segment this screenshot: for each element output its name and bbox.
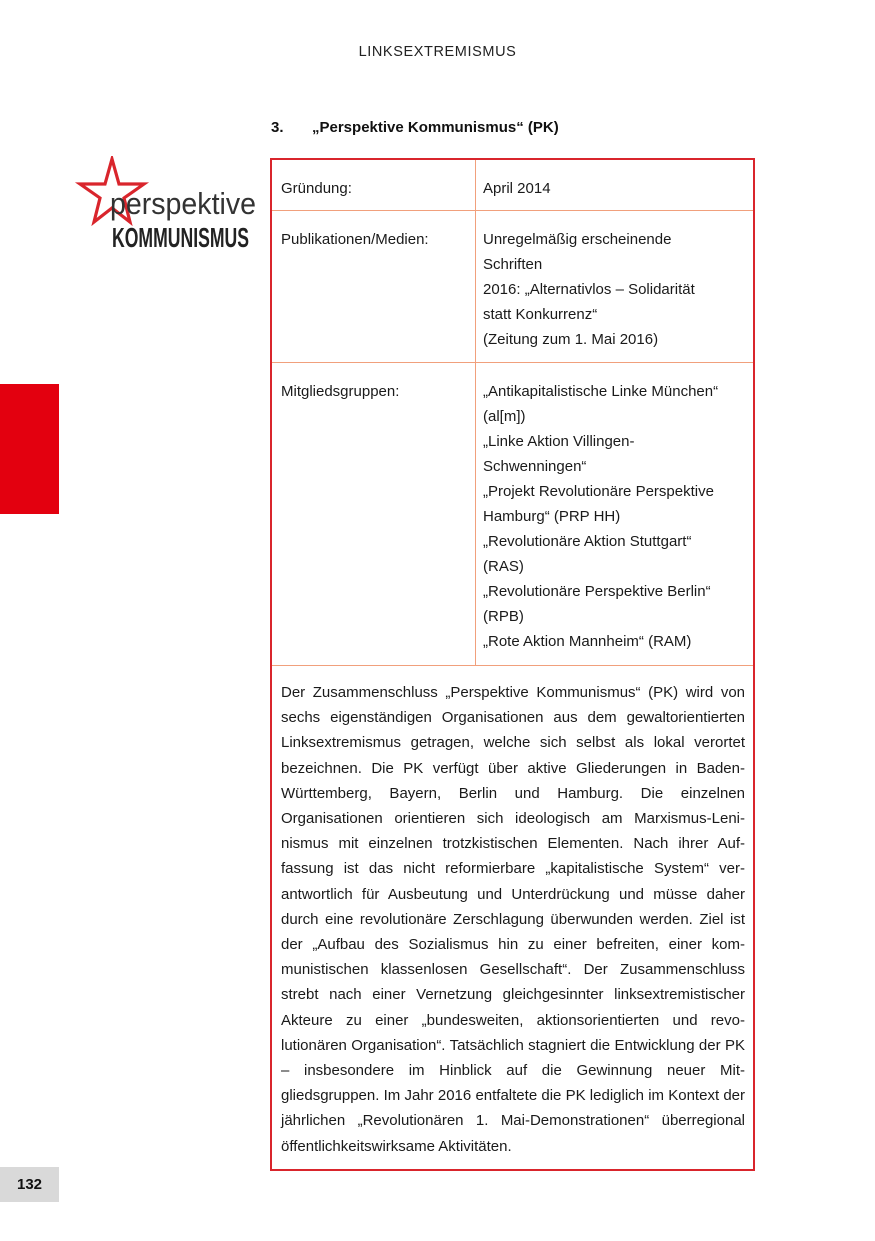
page-number: 132	[0, 1167, 59, 1202]
fact-box	[270, 158, 755, 1171]
publications-line: 2016: „Alternativlos – Solidarität	[483, 281, 695, 298]
section-heading	[271, 119, 559, 136]
section-number: 3.	[271, 119, 284, 136]
member-line: Schwenningen“	[483, 458, 587, 475]
chapter-side-tab	[0, 384, 59, 514]
member-line: Hamburg“ (PRP HH)	[483, 508, 621, 525]
section-title: „Perspektive Kommunismus“ (PK)	[312, 119, 559, 136]
publications-value	[476, 211, 753, 362]
founded-value: April 2014	[483, 180, 551, 197]
member-line: „Antikapitalistische Linke München“	[483, 383, 719, 400]
member-line: „Revolutionäre Aktion Stuttgart“	[483, 533, 692, 550]
founded-label: Gründung:	[272, 160, 476, 210]
fact-row-founded	[272, 160, 753, 211]
fact-row-publications	[272, 211, 753, 363]
member-line: (RAS)	[483, 558, 524, 575]
member-line: (RPB)	[483, 608, 524, 625]
publications-line: statt Konkurrenz“	[483, 306, 598, 323]
member-line: „Projekt Revolutionäre Perspektive	[483, 483, 714, 500]
fact-row-members	[272, 363, 753, 666]
perspektive-kommunismus-logo	[72, 156, 258, 256]
publications-line: Unregelmäßig erscheinende	[483, 231, 672, 248]
publications-label: Publikationen/Medien:	[272, 211, 476, 362]
member-line: „Linke Aktion Villingen-	[483, 433, 635, 450]
logo-text-perspektive: perspektive	[110, 186, 256, 221]
member-line: (al[m])	[483, 408, 526, 425]
description-paragraph: Der Zusammenschluss „Perspektive Kommunismus“ (PK) wird von sechs eigenständigen Organisationen aus dem gewaltorientierten Linksextremismus getragen, welche sich selbst als lokal verortet bezeichnen. Die PK verfügt über aktive Gliederungen in Baden-Württemberg, Bayern, Berlin und Hamburg. Die einzelnen Organisationen orientieren sich ideologisch am Marxismus-Leninismus mit einzelnen trotzkistischen Elementen. Nach ihrer Auffassung ist das nicht reformierbare „kapitalistische System“ verantwortlich für Ausbeutung und Unterdrückung und müsse daher durch eine revolutionäre Zerschlagung überwunden werden. Ziel ist der „Aufbau des Sozialismus hin zu einer befreiten, einer kommunistischen klassenlosen Gesellschaft“. Der Zusammenschluss strebt nach einer Vernetzung gleichgesinnter linksextremistischer Akteure zu einer „bundesweiten, aktionsorientierten und revolutionären Organisation“. Tatsächlich stagniert die Entwicklung der PK – insbesondere im Hinblick auf die Gewinnung neuer Mitgliedsgruppen. Im Jahr 2016 entfaltete die PK lediglich im Kontext der jährlichen „Revolutionären 1. Mai-Demonstrationen“ überregional öffentlichkeitswirksame Aktivitäten.	[281, 684, 745, 1155]
running-header: LINKSEXTREMISMUS	[358, 44, 517, 60]
publications-line: Schriften	[483, 256, 543, 273]
logo-text-kommunismus: KOMMUNISMUS	[112, 222, 249, 253]
members-value	[476, 363, 753, 665]
member-line: „Rote Aktion Mannheim“ (RAM)	[483, 633, 692, 650]
members-label: Mitgliedsgruppen:	[272, 363, 476, 665]
publications-line: (Zeitung zum 1. Mai 2016)	[483, 331, 659, 348]
member-line: „Revolutionäre Perspektive Berlin“	[483, 583, 711, 600]
